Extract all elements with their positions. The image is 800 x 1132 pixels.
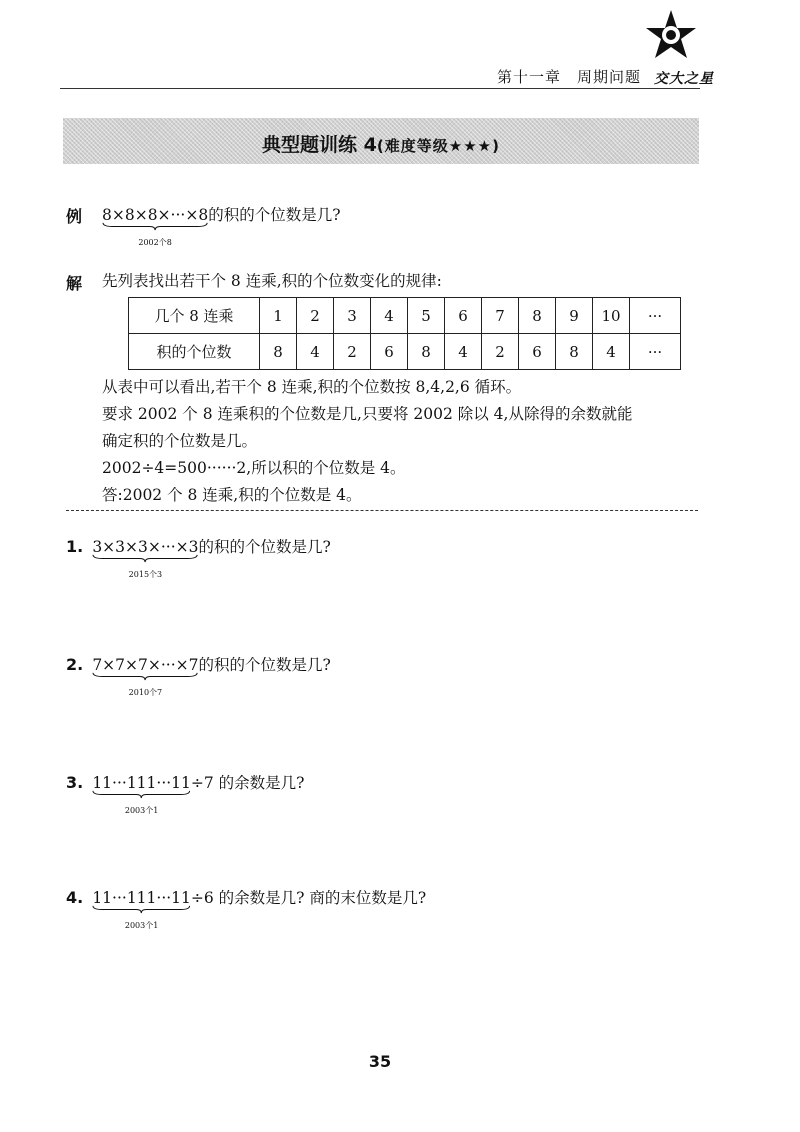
table-cell: 2 (482, 334, 519, 370)
table-cell: 4 (593, 334, 630, 370)
table-cell: 6 (445, 298, 482, 334)
problem-item (66, 885, 427, 930)
table-cell: 10 (593, 298, 630, 334)
problem-question: ÷7 的余数是几? (190, 774, 305, 792)
table-cell: ··· (630, 334, 681, 370)
table-row (129, 334, 681, 370)
banner-title-line (63, 130, 699, 157)
table-cell: 4 (371, 298, 408, 334)
table-cell: 3 (334, 298, 371, 334)
problem-question: 的积的个位数是几? (198, 656, 331, 674)
problem-expression-text: 7×7×7×···×7 (92, 656, 199, 674)
table-cell: 8 (556, 334, 593, 370)
table-cell: 2 (297, 298, 334, 334)
problem-number: 1. (66, 537, 84, 556)
example-expression (102, 202, 209, 247)
table-cell: 1 (260, 298, 297, 334)
section-divider (66, 510, 698, 511)
solution-line-2: 要求 2002 个 8 连乘积的个位数是几,只要将 2002 除以 4,从除得的余数就能 (102, 405, 633, 423)
problem-item (66, 770, 305, 815)
problem-question: ÷6 的余数是几? 商的末位数是几? (190, 889, 427, 907)
example-question-text: 的积的个位数是几? (208, 206, 341, 224)
table-cell: 5 (408, 298, 445, 334)
problem-expression (92, 534, 199, 579)
header-rule (60, 88, 700, 89)
problem-expression-text: 11···111···11 (92, 889, 191, 907)
table-row-header: 积的个位数 (129, 334, 260, 370)
solution-line-4: 2002÷4=500······2,所以积的个位数是 4。 (102, 459, 406, 477)
page-number: 35 (368, 1052, 392, 1071)
table-cell: 4 (445, 334, 482, 370)
banner-title: 典型题训练 4 (262, 134, 377, 156)
table-cell: 8 (519, 298, 556, 334)
problem-item (66, 652, 331, 697)
solution-line-1: 从表中可以看出,若干个 8 连乘,积的个位数按 8,4,2,6 循环。 (102, 378, 522, 396)
problem-brace-note: 2003个1 (124, 921, 159, 930)
problem-brace-note: 2010个7 (128, 688, 163, 697)
table-cell: 4 (297, 334, 334, 370)
example-question (102, 202, 341, 247)
solution-intro: 先列表找出若干个 8 连乘,积的个位数变化的规律: (102, 272, 442, 290)
problem-brace-note: 2003个1 (124, 806, 159, 815)
problem-question: 的积的个位数是几? (198, 538, 331, 556)
table-row-header: 几个 8 连乘 (129, 298, 260, 334)
solution-line-3: 确定积的个位数是几。 (102, 432, 258, 450)
table-cell: 2 (334, 334, 371, 370)
problem-brace-note: 2015个3 (128, 570, 163, 579)
problem-number: 4. (66, 888, 84, 907)
chapter-title: 第十一章 周期问题 (497, 68, 642, 86)
banner-difficulty: (难度等级★★★) (376, 137, 500, 155)
pattern-table (128, 297, 681, 370)
table-cell: 6 (371, 334, 408, 370)
table-cell: 9 (556, 298, 593, 334)
problem-expression-text: 11···111···11 (92, 774, 191, 792)
table-cell: 6 (519, 334, 556, 370)
table-cell: 7 (482, 298, 519, 334)
solution-answer: 答:2002 个 8 连乘,积的个位数是 4。 (102, 486, 362, 504)
example-expression-text: 8×8×8×···×8 (102, 206, 209, 224)
problem-number: 3. (66, 773, 84, 792)
problem-number: 2. (66, 655, 84, 674)
table-cell: ··· (630, 298, 681, 334)
section-banner (63, 118, 699, 164)
problem-item (66, 534, 331, 579)
problem-expression (92, 770, 191, 815)
star-logo-icon (644, 8, 698, 62)
example-label: 例 (66, 207, 83, 226)
example-brace-note: 2002个8 (138, 238, 172, 247)
problem-expression (92, 652, 199, 697)
problem-expression (92, 885, 191, 930)
solution-label: 解 (66, 274, 83, 293)
table-row (129, 298, 681, 334)
brand-logo-text: 交大之星 (654, 71, 714, 87)
problem-expression-text: 3×3×3×···×3 (92, 538, 199, 556)
table-cell: 8 (260, 334, 297, 370)
table-cell: 8 (408, 334, 445, 370)
